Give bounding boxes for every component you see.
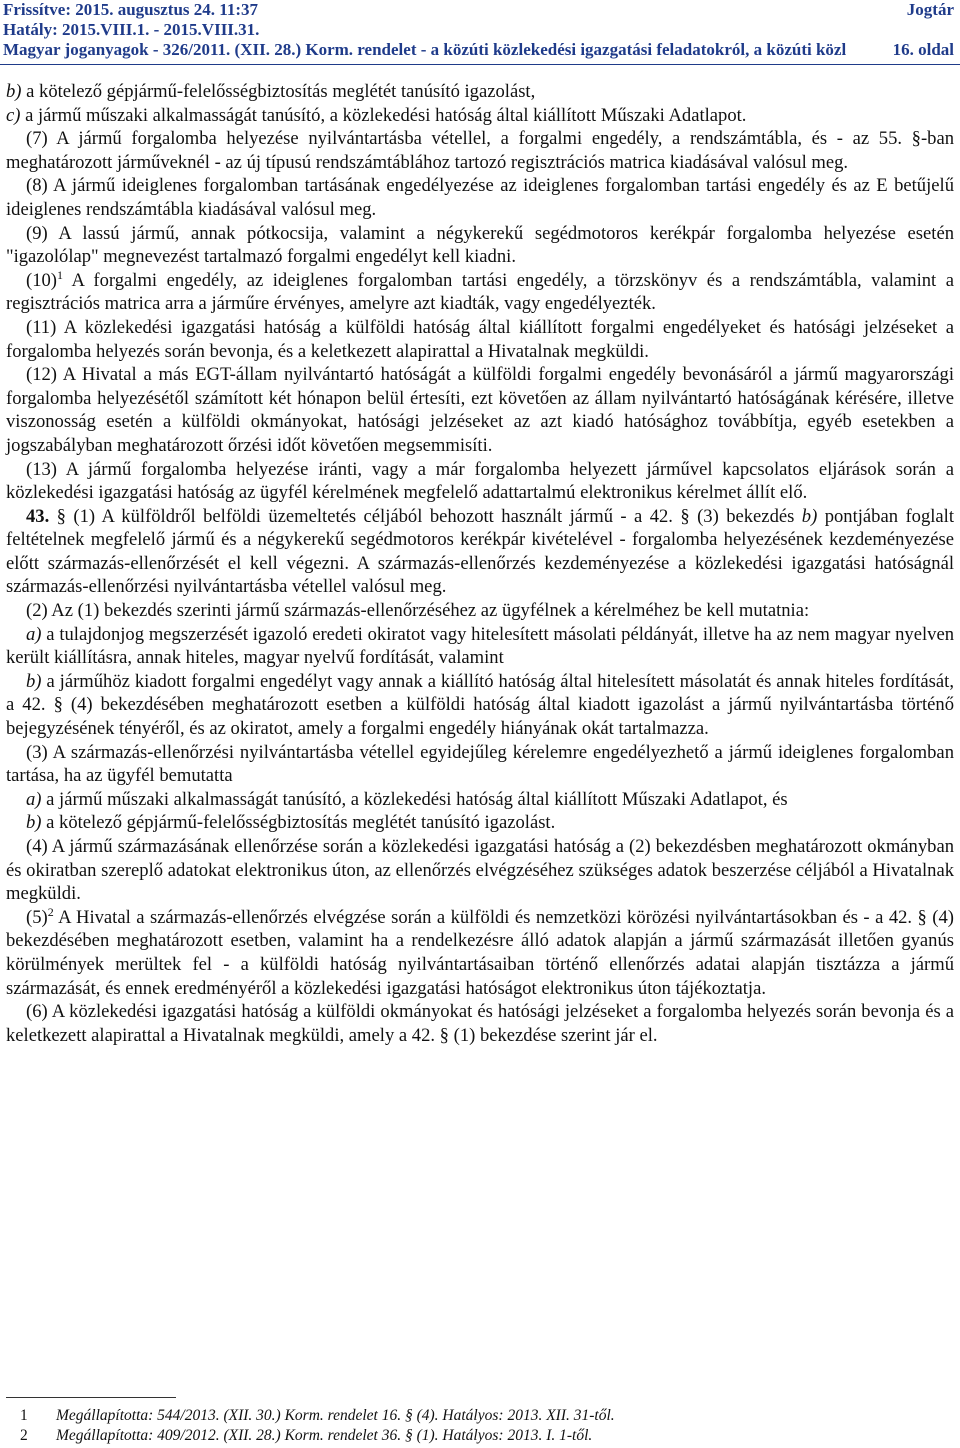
paragraph: (3) A származás-ellenőrzési nyilvántartásba vétellel egyidejűleg kérelemre engedélyezhető a jármű ideiglenes forgalomban tartása, ha az ügyfél bemutatta bbox=[6, 741, 954, 787]
footnote-ref[interactable]: 1 bbox=[56, 267, 63, 282]
validity-period: Hatály: 2015.VIII.1. - 2015.VIII.31. bbox=[3, 20, 260, 39]
paragraph bbox=[6, 623, 954, 670]
footnote-number: 1 bbox=[20, 1407, 28, 1424]
paragraph bbox=[6, 788, 954, 812]
paragraph-text: § (1) A külföldről belföldi üzemeltetés céljából behozott használt jármű - a 42. § (3) bekezdés bbox=[49, 505, 802, 527]
paragraph: (2) Az (1) bekezdés szerinti jármű származás-ellenőrzéséhez az ügyfélnek a kérelméhez be kell mutatnia: bbox=[26, 600, 810, 622]
item-label: a) bbox=[26, 788, 42, 810]
paragraph: (4) A jármű származásának ellenőrzése során a közlekedési igazgatási hatóság a (2) bekezdésben meghatározott okmányban és okiratban szereplő adatokat elektronikus úton, az ellenőrzés elvégzéséhez szükséges adatok beszerzése céljából a Hivatalnak megküldi. bbox=[6, 836, 954, 905]
paragraph-text: a járműhöz kiadott forgalmi engedélyt vagy annak a kiállító hatóság által hitelesített másolatát és annak hiteles fordítását, a 42. § (4) bekezdésében meghatározott esetben a külföldi hatóság által kiadott igazolást a jármű nyilvántartásba történő bejegyzésének tényéről, és az okiratot, amely a forgalmi engedély hiányának okát tartalmazza. bbox=[6, 670, 954, 740]
paragraph: (7) A jármű forgalomba helyezése nyilvántartásba vétellel, a forgalmi engedély, a rendszámtábla, és - az 55. §-ban meghatározott járműveknél - az új típusú rendszámtáblához tartozó regisztrációs matrica kiadásával valósul meg. bbox=[6, 128, 954, 173]
paragraph-text: pontjában foglalt feltételnek megfelelő jármű és a négykerekű segédmotoros kerékpár kivételével - forgalomba helyezésének kezdeményezése előtt származás-ellenőrzését el kell végezni. A származás-ellenőrzés kezdeményezése a közlekedési igazgatási hatóságnál származás-ellenőrzési nyilvántartásba vétellel valósul meg. bbox=[6, 505, 954, 598]
item-label: b) bbox=[26, 670, 42, 692]
paragraph: (9) A lassú jármű, annak pótkocsija, valamint a négykerekű segédmotoros kerékpár forgalomba helyezése esetén "igazolólap" megnevezést tartalmazó forgalmi engedélyt kell kiadni. bbox=[6, 222, 954, 268]
item-label: c) bbox=[6, 104, 21, 126]
law-title: Magyar joganyagok - 326/2011. (XII. 28.) Korm. rendelet - a közúti közlekedési igazgatási feladatokról, a közúti közl bbox=[3, 40, 847, 59]
footnote-text: Megállapította: 544/2013. (XII. 30.) Korm. rendelet 16. § (4). Hatályos: 2013. XII. 31-től. bbox=[56, 1407, 615, 1424]
paragraph-text: a tulajdonjog megszerzését igazoló eredeti okiratot vagy hitelesített másolati példányát, illetve ha az nem magyar nyelven került kiállításra, annak hiteles, magyar nyelvű fordítását, valamint bbox=[6, 623, 954, 669]
footnote-ref[interactable]: 2 bbox=[47, 904, 54, 919]
paragraph bbox=[6, 80, 954, 104]
subsection-number: (10) bbox=[26, 269, 57, 291]
paragraph: (11) A közlekedési igazgatási hatóság a külföldi hatóság által kiállított forgalmi engedélyeket és hatósági jelzéseket a forgalomba helyezés során bevonja, és a keletkezett alapirattal a Hivatalnak megküldi. bbox=[6, 316, 954, 362]
refresh-date: Frissítve: 2015. augusztus 24. 11:37 bbox=[3, 0, 258, 19]
paragraph: (12) A Hivatal a más EGT-állam nyilvántartó hatóságát a külföldi forgalmi engedély bevonásáról a jármű magyarországi forgalomba helyezésétől számított két hónapon belül értesíti, ezt követően az állam nyilvántartó hatóságának kérésére, illetve viszonosság esetén a külföldi okmányokat, hatósági jelzéseket az azt kiadó hatósághoz továbbítja, egyéb esetekben a jogszabályban meghatározott őrzési időt követően megsemmisíti. bbox=[6, 364, 954, 456]
page-number: 16. oldal bbox=[889, 40, 954, 60]
footnote bbox=[6, 1406, 954, 1426]
footnote-divider bbox=[6, 1397, 176, 1398]
paragraph-text: a kötelező gépjármű-felelősségbiztosítás meglétét tanúsító igazolást. bbox=[41, 812, 556, 834]
paragraph: (13) A jármű forgalomba helyezése iránti, vagy a már forgalomba helyezett járművel kapcsolatos eljárások során a közlekedési igazgatási hatóság az ügyfél kérelmének megfelelő adattartalmú elektronikus kérelmet állít elő. bbox=[6, 458, 954, 504]
footnote-number: 2 bbox=[20, 1427, 28, 1444]
paragraph-text: a jármű műszaki alkalmasságát tanúsító, a közlekedési hatóság által kiállított Műszaki Adatlapot. bbox=[20, 104, 747, 126]
subsection-number: (5) bbox=[26, 906, 48, 928]
paragraph: (8) A jármű ideiglenes forgalomban tartásának engedélyezése az ideiglenes forgalomban tartási engedély és az E betűjelű ideiglenes rendszámtábla kiadásával valósul meg. bbox=[6, 175, 954, 220]
header-divider bbox=[0, 64, 960, 65]
item-label: b) bbox=[801, 505, 818, 527]
paragraph-text: a kötelező gépjármű-felelősségbiztosítás meglétét tanúsító igazolást, bbox=[21, 81, 536, 102]
item-label: a) bbox=[26, 623, 42, 645]
paragraph-text: A forgalmi engedély, az ideiglenes forgalomban tartási engedély, a törzskönyv és a rendszámtábla, valamint a regisztrációs matrica arra a járműre érvényes, amelyre azt kiadták, vagy engedélyezték. bbox=[6, 269, 954, 315]
paragraph bbox=[6, 811, 954, 835]
brand-name: Jogtár bbox=[906, 0, 954, 19]
document-body bbox=[6, 80, 954, 1047]
paragraph bbox=[6, 269, 954, 316]
paragraph bbox=[6, 906, 954, 1000]
paragraph bbox=[6, 505, 954, 599]
footnote bbox=[6, 1426, 954, 1446]
paragraph-text: a jármű műszaki alkalmasságát tanúsító, a közlekedési hatóság által kiállított Műszaki Adatlapot, és bbox=[41, 788, 788, 810]
section-number: 43. bbox=[26, 505, 50, 527]
footnotes bbox=[6, 1406, 954, 1446]
paragraph bbox=[6, 670, 954, 741]
item-label: b) bbox=[6, 81, 22, 102]
paragraph: (6) A közlekedési igazgatási hatóság a külföldi okmányokat és hatósági jelzéseket a forgalomba helyezés során bevonja és a keletkezett alapirattal a Hivatalnak megküldi, amely a 42. § (1) bekezdése szerint jár el. bbox=[6, 1001, 954, 1046]
paragraph bbox=[6, 104, 954, 128]
page-header bbox=[0, 0, 960, 64]
footnote-text: Megállapította: 409/2012. (XII. 28.) Korm. rendelet 36. § (1). Hatályos: 2013. I. 1-től. bbox=[56, 1427, 593, 1444]
paragraph-text: A Hivatal a származás-ellenőrzés elvégzése során a külföldi és nemzetközi körözési nyilvántartásokban és - a 42. § (4) bekezdésében meghatározott esetben, valamint ha a rendelkezésre álló adatok alapján a jármű származását illetően gyanús körülmények merültek fel - a külföldi hatóság nyilvántartásaiban történő ellenőrzés adatai alapján tisztázza a jármű származását, és ennek eredményéről a közlekedési igazgatási hatóságot elektronikus úton tájékoztatja. bbox=[6, 906, 954, 999]
item-label: b) bbox=[26, 812, 42, 834]
